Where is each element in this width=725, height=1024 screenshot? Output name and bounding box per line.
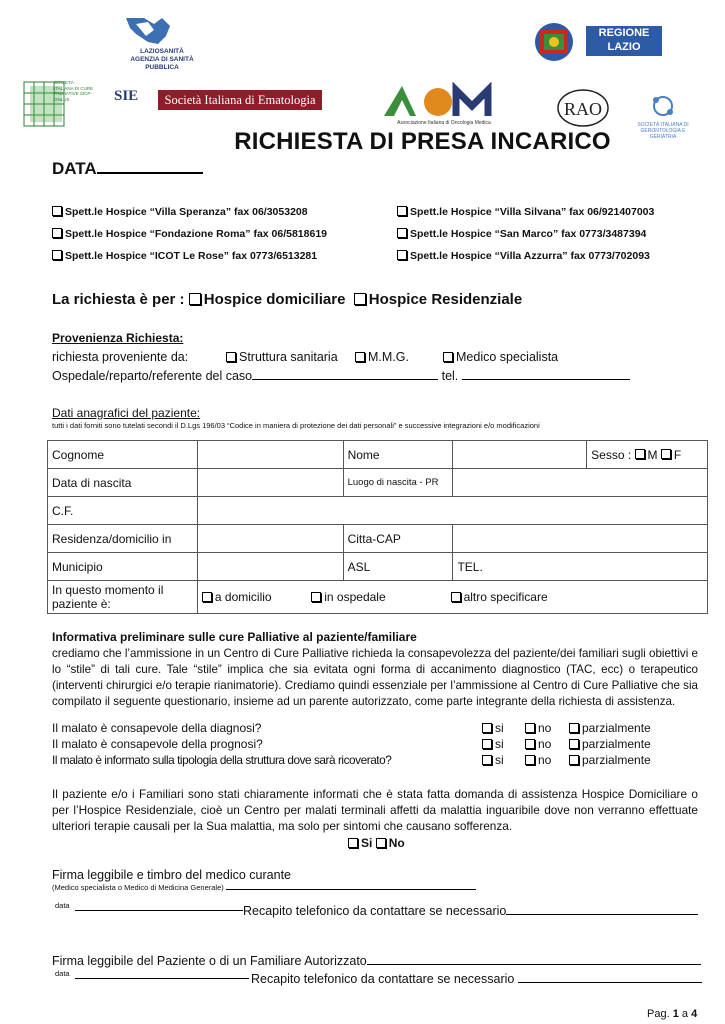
question-prognosi: Il malato è consapevole della prognosi? [52, 737, 263, 751]
firma-paziente-line[interactable] [367, 964, 701, 965]
answer-parzialmente[interactable]: parzialmente [569, 753, 651, 767]
firma-medico-line[interactable] [226, 889, 476, 890]
table-row [48, 469, 708, 497]
checkbox-icon[interactable] [482, 723, 492, 733]
hospice-option[interactable]: Spett.le Hospice “San Marco” fax 0773/3487394 [397, 228, 646, 240]
rao-abbr: RAO [564, 99, 603, 119]
sigg-text: SOCIETÀ ITALIANA DI GERONTOLOGIA E GERIATRIA [637, 122, 689, 140]
table-row [48, 525, 708, 553]
firma-medico-sub: (Medico specialista o Medico di Medicina Generale) [52, 883, 224, 892]
data-nascita-input[interactable] [197, 469, 343, 497]
momento-options [197, 581, 707, 614]
checkbox-icon[interactable] [397, 228, 407, 238]
checkbox-icon[interactable] [52, 206, 62, 216]
sicp-text: SOCIETÀ ITALIANA DI CURE PALLIATIVE SICP-ONLUS [54, 80, 94, 102]
cf-input[interactable] [197, 497, 707, 525]
answer-no[interactable]: no [525, 721, 551, 735]
request-type-row [52, 291, 522, 308]
data-nascita-label: Data di nascita [48, 469, 198, 497]
sie-abbr: SIE [114, 88, 139, 104]
table-row [48, 581, 708, 614]
sicp-logo [22, 76, 94, 134]
answer-si[interactable]: si [482, 737, 504, 751]
date-field[interactable] [52, 158, 203, 179]
paziente-recapito-row[interactable] [251, 972, 702, 986]
checkbox-icon[interactable] [569, 739, 579, 749]
checkbox-icon[interactable] [348, 838, 358, 848]
regione-line2: LAZIO [607, 41, 641, 53]
sesso-cell[interactable]: Sesso : M F [587, 441, 708, 469]
sie-logo [114, 88, 324, 114]
familiari-si[interactable]: Si [348, 836, 372, 850]
hospice-option[interactable]: Spett.le Hospice “Villa Speranza” fax 06/3053208 [52, 206, 308, 218]
provenienza-from-label: richiesta proveniente da: [52, 350, 189, 364]
question-diagnosi: Il malato è consapevole della diagnosi? [52, 721, 262, 735]
medico-recapito-label: Recapito telefonico da contattare se necessario [243, 904, 507, 918]
answer-no[interactable]: no [525, 737, 551, 751]
anagrafici-heading: Dati anagrafici del paziente: [52, 406, 201, 420]
firma-paziente-label: Firma leggibile del Paziente o di un Familiare Autorizzato [52, 954, 367, 968]
checkbox-icon[interactable] [451, 592, 461, 602]
medico-data-line[interactable] [75, 910, 243, 911]
checkbox-icon[interactable] [482, 739, 492, 749]
answer-parzialmente[interactable]: parzialmente [569, 721, 651, 735]
familiari-options [348, 836, 405, 850]
cf-label: C.F. [48, 497, 198, 525]
checkbox-icon[interactable] [397, 206, 407, 216]
option-domicilio[interactable]: a domicilio [202, 590, 308, 604]
informativa-heading: Informativa preliminare sulle cure Palliative al paziente/familiare [52, 630, 417, 644]
sie-name: Società Italiana di Ematologia [158, 90, 322, 110]
familiari-no[interactable]: No [376, 836, 405, 850]
checkbox-icon[interactable] [202, 592, 212, 602]
checkbox-icon[interactable] [635, 449, 645, 459]
privacy-note: tutti i dati forniti sono tutelati secondi il D.Lgs 196/03 “Codice in maniera di protezione dei dati personali” e successive integrazioni e/o modificazioni [52, 421, 540, 430]
checkbox-icon[interactable] [525, 739, 535, 749]
checkbox-icon[interactable] [354, 293, 366, 305]
tel-cell[interactable]: TEL. [453, 553, 708, 581]
patient-data-table [47, 440, 708, 614]
paziente-recapito-label: Recapito telefonico da contattare se necessario [251, 972, 515, 986]
page-number: Pag. 1 a 4 [647, 1008, 698, 1020]
asl-label: ASL [343, 553, 453, 581]
luogo-nascita-label: Luogo di nascita - PR [343, 469, 453, 497]
question-tipologia: Il malato è informato sulla tipologia della struttura dove sarà ricoverato? [52, 753, 392, 767]
checkbox-icon[interactable] [52, 250, 62, 260]
option-altro[interactable]: altro specificare [451, 590, 548, 604]
checkbox-icon[interactable] [569, 723, 579, 733]
tel-input-line[interactable] [462, 379, 630, 380]
momento-label: In questo momento il paziente è: [48, 581, 198, 614]
laziosanita-line2: AGENZIA DI SANITÀ PUBBLICA [130, 56, 194, 71]
checkbox-icon[interactable] [376, 838, 386, 848]
request-option-domiciliare: Hospice domiciliare [203, 291, 346, 308]
checkbox-icon[interactable] [226, 352, 236, 362]
municipio-label: Municipio [48, 553, 198, 581]
request-label: La richiesta è per : [52, 291, 185, 308]
checkbox-icon[interactable] [482, 755, 492, 765]
request-option-residenziale: Hospice Residenziale [368, 291, 523, 308]
informativa-text: crediamo che l’ammissione in un Centro di Cure Palliative richieda la consapevolezza del paziente/dei familiari sugli obiettivi e lo “stile” di tali cure. Tale “stile” implica che sia evitata ogni forma di accanimento diagnostico (TAC, ecc) o terapeutico (interventi chirurgici e/o terapie rianimatorie). Crediamo quindi essenziale per l’ammissione al Centro di Cure Palliative che sia compilato il seguente questionario, insieme ad un parente autorizzato, come parte integrante della richiesta di assistenza. [52, 647, 698, 708]
table-row [48, 441, 708, 469]
luogo-nascita-input[interactable] [453, 469, 708, 497]
citta-label: Citta-CAP [343, 525, 453, 553]
municipio-input[interactable] [197, 553, 343, 581]
checkbox-icon[interactable] [525, 723, 535, 733]
aiom-sub: Associazione Italiana di Oncologia Medica [397, 120, 491, 126]
hospice-option[interactable]: Spett.le Hospice “ICOT Le Rose” fax 0773/6513281 [52, 250, 317, 262]
rao-logo [556, 88, 610, 128]
checkbox-icon[interactable] [355, 352, 365, 362]
nome-label: Nome [343, 441, 453, 469]
answer-si[interactable]: si [482, 753, 504, 767]
medico-recapito-row[interactable] [243, 904, 698, 918]
regione-line1: REGIONE [598, 27, 650, 39]
residenza-label: Residenza/domicilio in [48, 525, 198, 553]
checkbox-icon[interactable] [443, 352, 453, 362]
checkbox-icon[interactable] [569, 755, 579, 765]
checkbox-icon[interactable] [397, 250, 407, 260]
date-input-line[interactable] [97, 158, 203, 174]
firma-medico-label: Firma leggibile e timbro del medico curante [52, 868, 291, 882]
cognome-input[interactable] [197, 441, 343, 469]
nome-input[interactable] [453, 441, 587, 469]
citta-input[interactable] [453, 525, 708, 553]
provenienza-heading: Provenienza Richiesta: [52, 331, 184, 345]
hospice-option[interactable]: Spett.le Hospice “Villa Azzurra” fax 0773/702093 [397, 250, 650, 262]
paziente-data-label: data [55, 969, 70, 978]
checkbox-icon[interactable] [661, 449, 671, 459]
date-label: DATA [52, 159, 97, 178]
regione-lazio-logo [528, 20, 663, 64]
answer-si[interactable]: si [482, 721, 504, 735]
checkbox-icon[interactable] [52, 228, 62, 238]
paziente-data-line[interactable] [75, 978, 249, 979]
provenienza-option[interactable]: Struttura sanitaria [226, 350, 338, 364]
paziente-recapito-line[interactable] [518, 982, 702, 983]
firma-paziente-row[interactable] [52, 954, 701, 968]
checkbox-icon[interactable] [311, 592, 321, 602]
answer-no[interactable]: no [525, 753, 551, 767]
cognome-label: Cognome [48, 441, 198, 469]
aiom-logo [380, 82, 508, 128]
provenienza-option[interactable]: Medico specialista [443, 350, 558, 364]
laziosanita-line1: LAZIOSANITÀ [140, 48, 184, 55]
page-title: RICHIESTA DI PRESA INCARICO [234, 128, 611, 155]
table-row [48, 553, 708, 581]
laziosanita-logo [96, 14, 226, 70]
option-ospedale[interactable]: in ospedale [311, 590, 447, 604]
medico-data-label: data [55, 901, 70, 910]
checkbox-icon[interactable] [525, 755, 535, 765]
residenza-input[interactable] [197, 525, 343, 553]
hospice-option[interactable]: Spett.le Hospice “Villa Silvana” fax 06/921407003 [397, 206, 654, 218]
familiari-text: Il paziente e/o i Familiari sono stati chiaramente informati che è stata fatta domanda di assistenza Hospice Domiciliare o per l’Hospice Residenziale, cioè un Centro per malati terminali affetti da malattia inguaribile dove non verranno effettuate ulteriori terapie causali per la Sua malattia, ma solo per sintomi che causano sofferenza. [52, 787, 698, 833]
provenienza-option[interactable]: M.M.G. [355, 350, 409, 364]
checkbox-icon[interactable] [189, 293, 201, 305]
firma-medico-sub-row[interactable] [52, 883, 476, 892]
table-row [48, 497, 708, 525]
hospice-option[interactable]: Spett.le Hospice “Fondazione Roma” fax 06/5818619 [52, 228, 327, 240]
ospedale-field[interactable]: Ospedale/reparto/referente del caso tel. [52, 369, 630, 383]
answer-parzialmente[interactable]: parzialmente [569, 737, 651, 751]
medico-recapito-line[interactable] [506, 914, 698, 915]
ospedale-input-line[interactable] [252, 379, 438, 380]
